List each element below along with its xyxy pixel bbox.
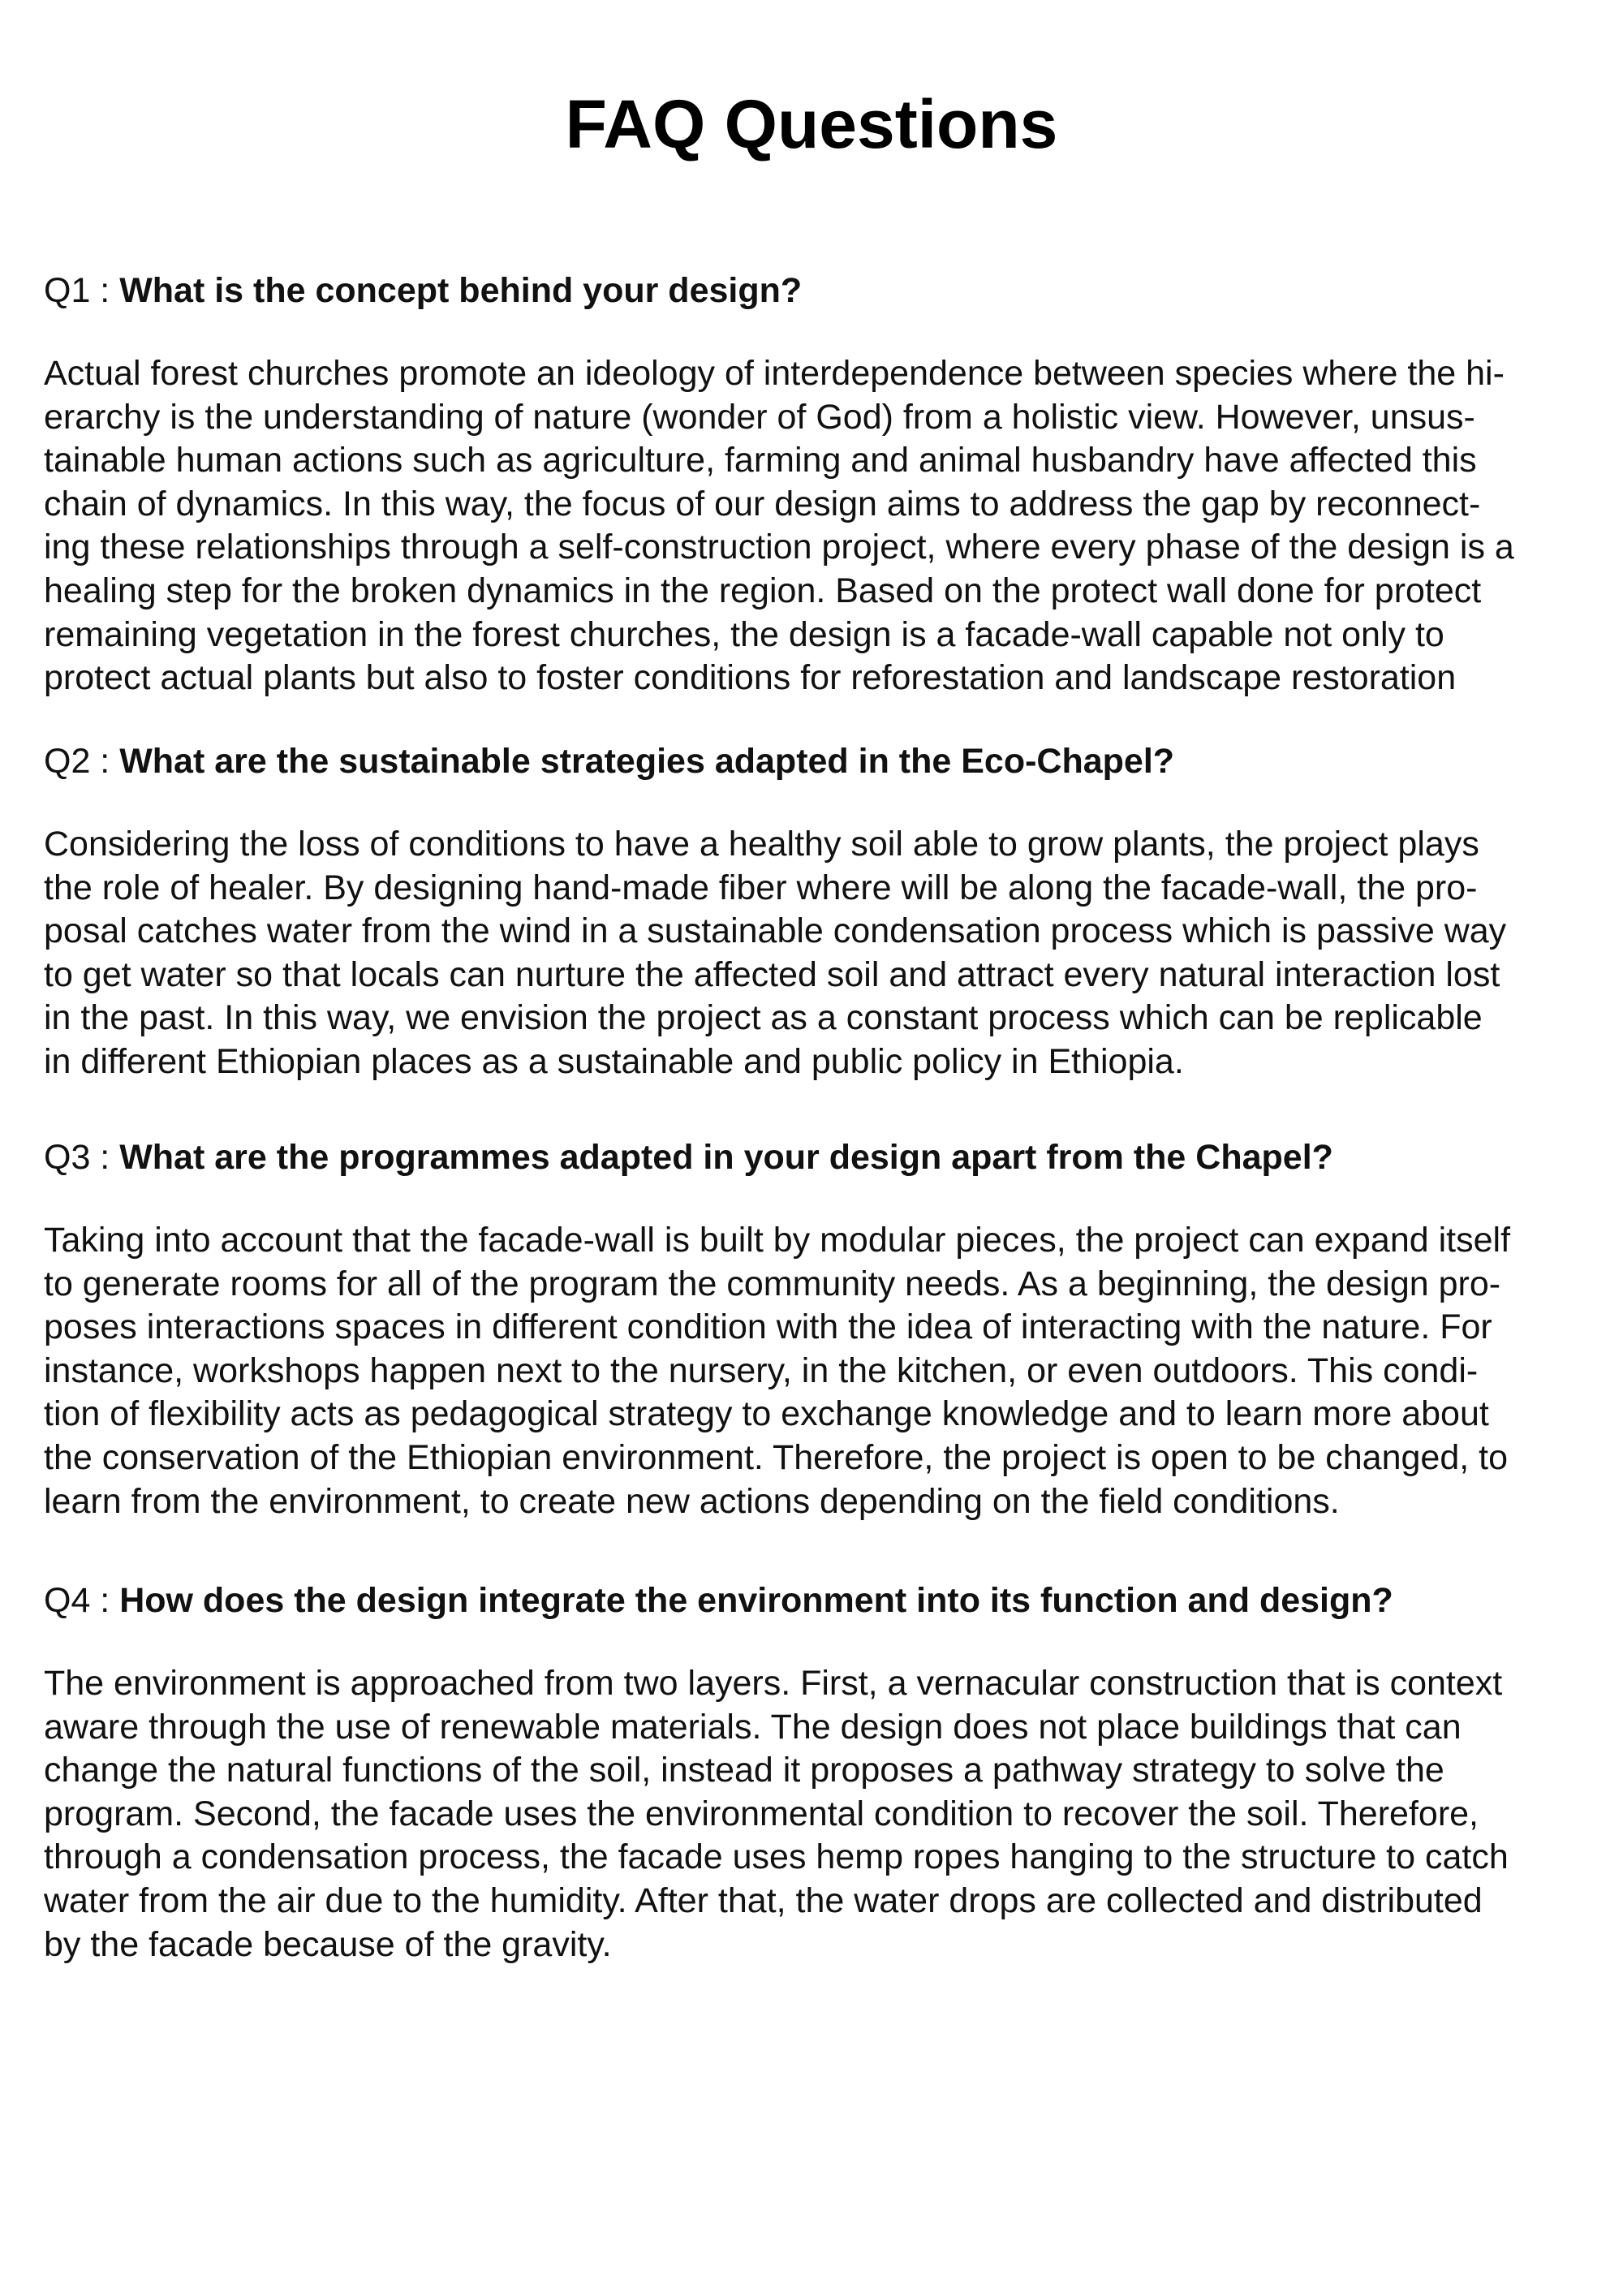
faq-answer-1 [44,352,1602,700]
answer-line: change the natural functions of the soil, instead it proposes a pathway strategy to solve the [44,1751,1444,1790]
answer-line: learn from the environment, to create new actions depending on the field conditions. [44,1481,1340,1521]
faq-question-2 [44,739,1602,784]
question-number: Q4 : [44,1581,120,1620]
answer-line: by the facade because of the gravity. [44,1924,612,1964]
faq-item-2 [44,739,1602,1084]
answer-line: healing step for the broken dynamics in the region. Based on the protect wall done for protect [44,571,1482,610]
answer-line: ing these relationships through a self-construction project, where every phase of the design is a [44,528,1514,567]
answer-line: to get water so that locals can nurture the affected soil and attract every natural interaction lost [44,954,1500,994]
faq-question-4 [44,1578,1602,1623]
answer-line: the role of healer. By designing hand-made fiber where will be along the facade-wall, the pro- [44,868,1478,907]
answer-line: to generate rooms for all of the program the community needs. As a beginning, the design pro- [44,1264,1501,1303]
answer-line: through a condensation process, the facade uses hemp ropes hanging to the structure to catch [44,1837,1509,1877]
answer-line: The environment is approached from two layers. First, a vernacular construction that is context [44,1664,1503,1703]
faq-item-3 [44,1135,1602,1523]
answer-line: water from the air due to the humidity. After that, the water drops are collected and distributed [44,1880,1483,1920]
question-text: What is the concept behind your design? [119,271,803,310]
answer-line: instance, workshops happen next to the nursery, in the kitchen, or even outdoors. This condi- [44,1350,1479,1390]
question-number: Q3 : [44,1138,120,1177]
answer-line: posal catches water from the wind in a sustainable condensation process which is passive way [44,911,1507,951]
answer-line: in different Ethiopian places as a sustainable and public policy in Ethiopia. [44,1041,1184,1081]
answer-line: tainable human actions such as agriculture, farming and animal husbandry have affected this [44,441,1477,480]
answer-line: protect actual plants but also to foster conditions for reforestation and landscape restoration [44,658,1457,698]
answer-line: poses interactions spaces in different condition with the idea of interacting with the nature. For [44,1307,1492,1347]
answer-line: remaining vegetation in the forest churches, the design is a facade-wall capable not only to [44,614,1444,654]
faq-item-1 [44,268,1602,700]
page-title: FAQ Questions [565,86,1058,162]
answer-line: erarchy is the understanding of nature (wonder of God) from a holistic view. However, unsus- [44,397,1475,437]
answer-line: Actual forest churches promote an ideology of interdependence between species where the hi- [44,354,1505,393]
faq-answer-3 [44,1219,1602,1523]
faq-answer-4 [44,1662,1602,1966]
question-number: Q2 : [44,742,120,781]
question-text: What are the programmes adapted in your design apart from the Chapel? [119,1138,1333,1177]
answer-line: Taking into account that the facade-wall is built by modular pieces, the project can expand itself [44,1221,1511,1260]
answer-line: program. Second, the facade uses the environmental condition to recover the soil. Therefore, [44,1794,1479,1833]
faq-question-3 [44,1135,1602,1180]
question-text: What are the sustainable strategies adapted in the Eco-Chapel? [119,742,1175,781]
faq-answer-2 [44,823,1602,1084]
answer-line: chain of dynamics. In this way, the focus of our design aims to address the gap by reconnect- [44,484,1481,523]
faq-item-4 [44,1578,1602,1966]
question-number: Q1 : [44,271,120,310]
answer-line: Considering the loss of conditions to have a healthy soil able to grow plants, the project plays [44,825,1479,864]
answer-line: tion of flexibility acts as pedagogical strategy to exchange knowledge and to learn more about [44,1394,1489,1434]
faq-question-1 [44,268,1602,313]
question-text: How does the design integrate the environment into its function and design? [119,1581,1393,1620]
answer-line: the conservation of the Ethiopian environment. Therefore, the project is open to be changed, to [44,1437,1508,1477]
answer-line: in the past. In this way, we envision the project as a constant process which can be replicable [44,998,1483,1038]
answer-line: aware through the use of renewable materials. The design does not place buildings that can [44,1707,1462,1747]
